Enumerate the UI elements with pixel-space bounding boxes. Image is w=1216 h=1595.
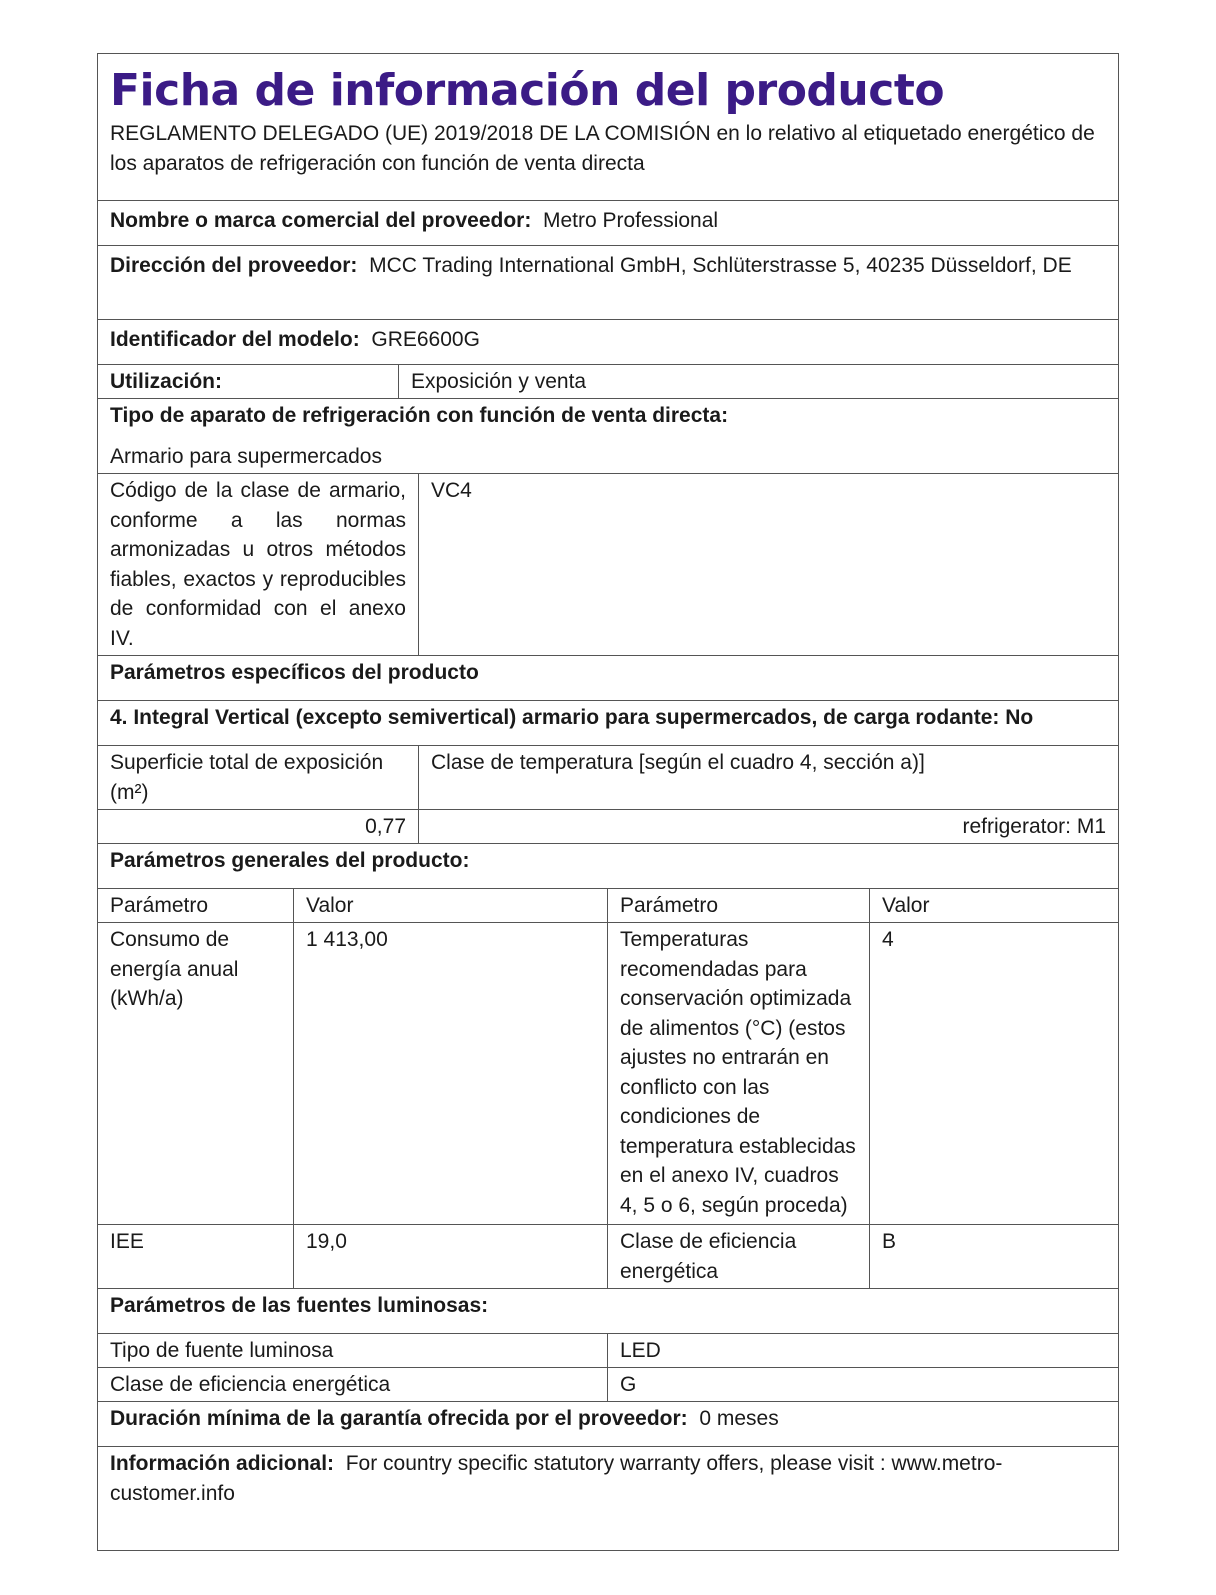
model-id-row: [98, 320, 1118, 365]
model-id-label: Identificador del modelo:: [110, 328, 360, 351]
supplier-address-value: MCC Trading International GmbH, Schlüterstrasse 5, 40235 Düsseldorf, DE: [369, 254, 1072, 277]
integral-vertical-row: [98, 701, 1118, 746]
regulation-subtitle: REGLAMENTO DELEGADO (UE) 2019/2018 DE LA COMISIÓN en lo relativo al etiquetado energético de los aparatos de refrigeración con función de venta directa: [110, 122, 1095, 175]
model-id-value: GRE6600G: [371, 328, 480, 351]
integral-vertical-value: No: [1005, 706, 1034, 729]
display-area-label: Superficie total de exposición (m²): [110, 751, 384, 804]
column-header-value-2: Valor: [882, 894, 930, 917]
light-source-type-label: Tipo de fuente luminosa: [110, 1339, 334, 1362]
additional-info-label: Información adicional:: [110, 1452, 335, 1475]
title-block: [98, 54, 1118, 201]
column-header-parameter-1: Parámetro: [110, 894, 209, 917]
column-header-value-1: Valor: [306, 894, 354, 917]
table-row: [98, 923, 1118, 1225]
display-area-header-row: [98, 746, 1118, 810]
use-label: Utilización:: [110, 370, 223, 393]
warranty-label: Duración mínima de la garantía ofrecida por el proveedor:: [110, 1407, 688, 1430]
light-params-row: [98, 1289, 1118, 1334]
warranty-row: [98, 1402, 1118, 1447]
cabinet-class-value: VC4: [431, 479, 472, 502]
temp-class-value: refrigerator: M1: [962, 815, 1106, 838]
display-area-value: 0,77: [365, 815, 406, 838]
eei-value: 19,0: [306, 1230, 347, 1253]
warranty-value: 0 meses: [699, 1407, 779, 1430]
table-row: [98, 1368, 1118, 1402]
general-params-table-header: [98, 889, 1118, 923]
supplier-name-row: [98, 201, 1118, 246]
appliance-type-row: [98, 399, 1118, 474]
table-row: [98, 1225, 1118, 1289]
cabinet-class-row: [98, 474, 1118, 656]
specific-params-row: [98, 656, 1118, 701]
appliance-type-value: Armario para supermercados: [110, 445, 382, 468]
supplier-name-label: Nombre o marca comercial del proveedor:: [110, 209, 532, 232]
light-energy-class-label: Clase de eficiencia energética: [110, 1373, 391, 1396]
specific-params-label: Parámetros específicos del producto: [110, 661, 479, 684]
recommended-temp-value: 4: [882, 928, 894, 951]
annual-energy-value: 1 413,00: [306, 928, 388, 951]
additional-info-row: [98, 1447, 1118, 1550]
supplier-address-row: [98, 246, 1118, 320]
page-title: Ficha de información del producto: [110, 65, 945, 116]
product-info-sheet: [97, 53, 1119, 1551]
table-row: [98, 1334, 1118, 1368]
energy-class-label: Clase de eficiencia energética: [620, 1230, 797, 1283]
energy-class-value: B: [882, 1230, 897, 1253]
column-header-parameter-2: Parámetro: [620, 894, 719, 917]
temp-class-label: Clase de temperatura [según el cuadro 4, sección a)]: [431, 751, 925, 774]
appliance-type-label: Tipo de aparato de refrigeración con función de venta directa:: [110, 404, 729, 427]
cabinet-class-label: Código de la clase de armario, conforme a las normas armonizadas u otros métodos fiables, exactos y reproducibles de conformidad con el anexo IV.: [110, 479, 406, 650]
general-params-label: Parámetros generales del producto:: [110, 849, 470, 872]
supplier-name-value: Metro Professional: [542, 209, 719, 232]
display-area-value-row: [98, 810, 1118, 844]
integral-vertical-label: 4. Integral Vertical (excepto semivertical) armario para supermercados, de carga rodante:: [110, 706, 1000, 729]
use-value: Exposición y venta: [411, 370, 587, 393]
light-params-label: Parámetros de las fuentes luminosas:: [110, 1294, 489, 1317]
supplier-address-label: Dirección del proveedor:: [110, 254, 358, 277]
additional-info-value: For country specific statutory warranty offers, please visit : www.metro-customer.info: [110, 1452, 1003, 1505]
light-energy-class-value: G: [620, 1373, 637, 1396]
recommended-temp-label: Temperaturas recomendadas para conservación optimizada de alimentos (°C) (estos ajustes no entrarán en conflicto con las condiciones de temperatura establecidas en el anexo IV, cuadros 4, 5 o 6, según proceda): [620, 928, 856, 1217]
light-source-type-value: LED: [620, 1339, 661, 1362]
annual-energy-label: Consumo de energía anual (kWh/a): [110, 928, 239, 1010]
use-row: [98, 365, 1118, 399]
eei-label: IEE: [110, 1230, 144, 1253]
general-params-row: [98, 844, 1118, 889]
